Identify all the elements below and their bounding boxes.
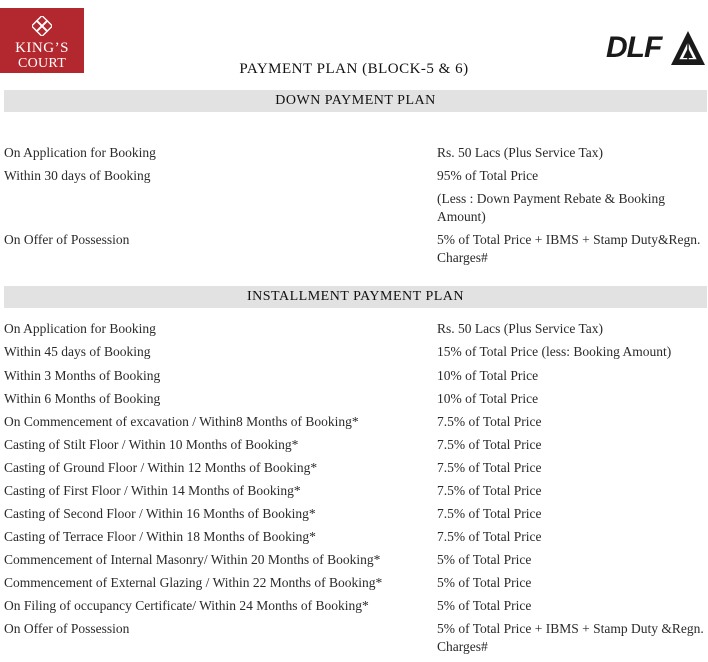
down-payment-heading: DOWN PAYMENT PLAN bbox=[4, 90, 707, 112]
row-value: 10% of Total Price bbox=[437, 368, 539, 383]
row-value: 7.5% of Total Price bbox=[437, 529, 542, 544]
row-label: Casting of Second Floor / Within 16 Months of Booking* bbox=[4, 506, 316, 521]
row-label: Within 6 Months of Booking bbox=[4, 391, 161, 406]
row-label: Within 45 days of Booking bbox=[4, 344, 151, 359]
row-value: 7.5% of Total Price bbox=[437, 506, 542, 521]
row-value: 7.5% of Total Price bbox=[437, 483, 542, 498]
row-label: Casting of First Floor / Within 14 Months of Booking* bbox=[4, 483, 301, 498]
installment-heading: INSTALLMENT PAYMENT PLAN bbox=[4, 286, 707, 308]
row-label: On Offer of Possession bbox=[4, 621, 130, 636]
row-label: Commencement of External Glazing / Within 22 Months of Booking* bbox=[4, 575, 383, 590]
page-title: PAYMENT PLAN (BLOCK-5 & 6) bbox=[239, 61, 469, 77]
row-label: Casting of Terrace Floor / Within 18 Months of Booking* bbox=[4, 529, 316, 544]
row-value: 5% of Total Price bbox=[437, 575, 532, 590]
row-value: Rs. 50 Lacs (Plus Service Tax) bbox=[437, 145, 604, 160]
row-label: On Application for Booking bbox=[4, 321, 156, 336]
row-value: 95% of Total Price bbox=[437, 168, 539, 183]
row-value: (Less : Down Payment Rebate & Booking Amount) bbox=[437, 191, 665, 224]
row-label: On Commencement of excavation / Within8 Months of Booking* bbox=[4, 414, 359, 429]
row-label: Within 3 Months of Booking bbox=[4, 368, 161, 383]
row-label: On Offer of Possession bbox=[4, 232, 130, 247]
row-label: On Filing of occupancy Certificate/ Within 24 Months of Booking* bbox=[4, 598, 369, 613]
row-value: 10% of Total Price bbox=[437, 391, 539, 406]
row-label: On Application for Booking bbox=[4, 145, 156, 160]
row-value: 15% of Total Price (less: Booking Amount) bbox=[437, 344, 672, 359]
row-value: 7.5% of Total Price bbox=[437, 460, 542, 475]
dlf-wordmark: DLF bbox=[606, 31, 662, 64]
row-value: Rs. 50 Lacs (Plus Service Tax) bbox=[437, 321, 604, 336]
row-value: 5% of Total Price bbox=[437, 552, 532, 567]
row-label: Casting of Ground Floor / Within 12 Months of Booking* bbox=[4, 460, 318, 475]
row-value: 7.5% of Total Price bbox=[437, 414, 542, 429]
row-value: 7.5% of Total Price bbox=[437, 437, 542, 452]
diamond-emblem-icon bbox=[32, 16, 52, 36]
row-label: Casting of Stilt Floor / Within 10 Months of Booking* bbox=[4, 437, 299, 452]
brand-name-line1: KING’S bbox=[15, 40, 69, 56]
row-value: 5% of Total Price + IBMS + Stamp Duty &Regn. Charges# bbox=[437, 621, 704, 654]
row-label: Within 30 days of Booking bbox=[4, 168, 151, 183]
row-value: 5% of Total Price + IBMS + Stamp Duty&Regn. Charges# bbox=[437, 232, 701, 265]
brand-name-line2: COURT bbox=[17, 56, 67, 71]
row-label: Commencement of Internal Masonry/ Within 20 Months of Booking* bbox=[4, 552, 381, 567]
row-value: 5% of Total Price bbox=[437, 598, 532, 613]
